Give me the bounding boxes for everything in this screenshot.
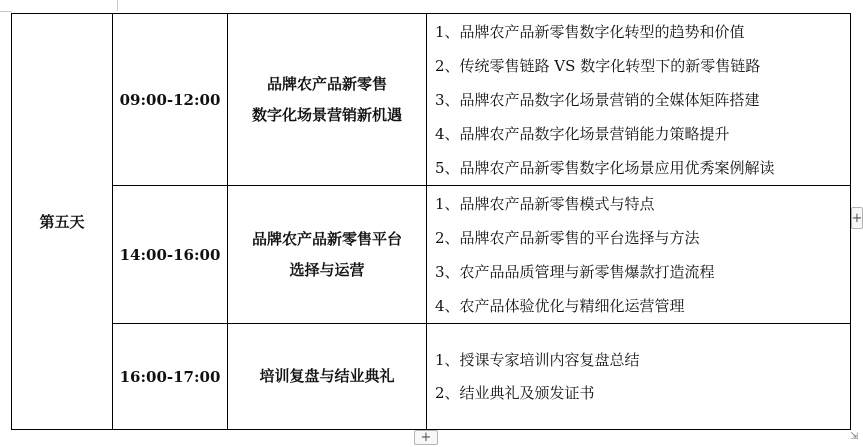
- content-cell: [427, 324, 851, 430]
- time-cell: 09:00-12:00: [113, 14, 228, 186]
- topic-cell: [228, 186, 427, 324]
- topic-line: 选择与运营: [289, 260, 365, 279]
- topic-line: 数字化场景营销新机遇: [251, 105, 402, 124]
- table-row: [12, 324, 851, 430]
- content-item: 1、授课专家培训内容复盘总结: [435, 350, 640, 369]
- content-item: 2、品牌农产品新零售的平台选择与方法: [435, 228, 700, 247]
- content-item: 3、品牌农产品数字化场景营销的全媒体矩阵搭建: [435, 90, 760, 109]
- topic-cell: [228, 14, 427, 186]
- content-item: 1、品牌农产品新零售模式与特点: [435, 194, 655, 213]
- add-row-button[interactable]: +: [414, 430, 438, 445]
- time-cell: 14:00-16:00: [113, 186, 228, 324]
- content-item: 1、品牌农产品新零售数字化转型的趋势和价值: [435, 22, 745, 41]
- day-cell: 第五天: [12, 14, 113, 430]
- content-item: 2、结业典礼及颁发证书: [435, 383, 595, 402]
- topic-line: 培训复盘与结业典礼: [259, 367, 395, 385]
- time-cell: 16:00-17:00: [113, 324, 228, 430]
- topic-cell: [228, 324, 427, 430]
- topic-line: 品牌农产品新零售平台: [251, 229, 402, 248]
- topic-line: 品牌农产品新零售: [266, 74, 387, 93]
- schedule-table: [11, 13, 851, 430]
- content-cell: [427, 186, 851, 324]
- content-item: 2、传统零售链路 VS 数字化转型下的新零售链路: [435, 56, 761, 75]
- content-item: 4、品牌农产品数字化场景营销能力策略提升: [435, 124, 730, 143]
- table-resize-handle-icon[interactable]: ⇲: [850, 431, 859, 442]
- corner-mark: [0, 11, 12, 12]
- content-item: 5、品牌农产品新零售数字化场景应用优秀案例解读: [435, 158, 775, 177]
- add-column-button[interactable]: +: [851, 207, 863, 229]
- content-item: 4、农产品体验优化与精细化运营管理: [435, 296, 685, 315]
- table-row: [12, 186, 851, 324]
- table-row: [12, 14, 851, 186]
- content-cell: [427, 14, 851, 186]
- content-item: 3、农产品品质管理与新零售爆款打造流程: [435, 262, 715, 281]
- corner-mark: [117, 0, 118, 11]
